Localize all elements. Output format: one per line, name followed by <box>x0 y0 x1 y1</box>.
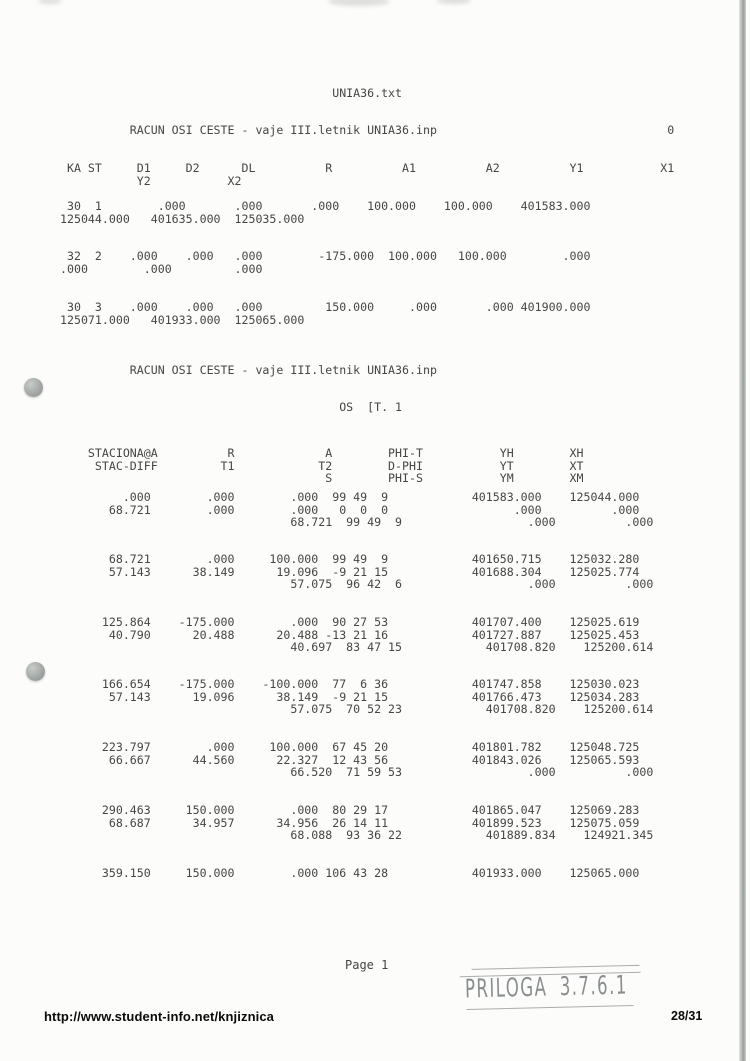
input-row-line: 125071.000 401933.000 125065.000 <box>60 312 305 327</box>
axis-block-line: 68.721 99 49 9 .000 .000 <box>60 515 654 529</box>
axis-header-line-1: STACIONA@A R A PHI-T YH XH <box>60 446 584 460</box>
axis-os-line: OS [T. 1 <box>60 400 403 414</box>
axis-block-1 <box>60 491 653 529</box>
input-row-3 <box>60 301 590 326</box>
axis-block-line: 40.790 20.488 20.488 -13 21 16 401727.887 125025.453 <box>60 627 640 642</box>
axis-table-title <box>60 401 402 414</box>
input-row-2 <box>60 250 590 275</box>
axis-report-title-line: RACUN OSI CESTE - vaje III.letnik UNIA36.inp <box>60 363 437 377</box>
footer-page-indicator: 28/31 <box>671 1009 703 1023</box>
axis-block-line: 40.697 83 47 15 401708.820 125200.614 <box>60 640 654 654</box>
input-header-line-1: KA ST D1 D2 DL R A1 A2 Y1 X1 <box>60 161 675 175</box>
file-title-line: UNIA36.txt <box>60 86 403 100</box>
axis-block-line: 66.520 71 59 53 .000 .000 <box>60 765 654 779</box>
axis-block-5 <box>60 741 653 779</box>
input-row-line: 30 1 .000 .000 .000 100.000 100.000 401583.000 <box>60 199 591 213</box>
file-title <box>60 87 402 100</box>
axis-block-line: 66.667 44.560 22.327 12 43 56 401843.026 125065.593 <box>60 752 640 767</box>
input-row-line: .000 .000 .000 <box>60 261 263 276</box>
handwritten-stamp <box>459 960 641 1014</box>
axis-block-3 <box>60 616 653 654</box>
axis-block-line: 290.463 150.000 .000 80 29 17 401865.047 125069.283 <box>60 803 640 817</box>
axis-block-line: 57.075 70 52 23 401708.820 125200.614 <box>60 702 654 716</box>
input-row-line: 32 2 .000 .000 .000 -175.000 100.000 100.000 .000 <box>60 249 591 263</box>
axis-block-line: 68.687 34.957 34.956 26 14 11 401899.523 125075.059 <box>60 815 640 830</box>
page-label: Page 1 <box>345 958 389 972</box>
axis-report-title <box>60 364 437 377</box>
axis-block-line: 57.075 96 42 6 .000 .000 <box>60 577 654 591</box>
axis-block-line: 57.143 38.149 19.096 -9 21 15 401688.304 125025.774 <box>60 564 640 579</box>
axis-block-7 <box>60 867 639 880</box>
input-header-line-2: Y2 X2 <box>60 173 242 188</box>
page-edge-shadow <box>739 0 746 1061</box>
axis-block-line: 125.864 -175.000 .000 90 27 53 401707.400 125025.619 <box>60 615 640 629</box>
punch-hole-bottom <box>26 662 45 681</box>
axis-block-line: 68.721 .000 100.000 99 49 9 401650.715 125032.280 <box>60 552 640 566</box>
axis-block-line: 57.143 19.096 38.149 -9 21 15 401766.473 125034.283 <box>60 689 640 704</box>
stamp-text: PRILOGA 3.7.6.1 <box>464 971 629 1005</box>
report-title-line: RACUN OSI CESTE - vaje III.letnik UNIA36.inp 0 <box>60 123 675 137</box>
scan-smudge <box>328 0 390 6</box>
axis-table-header <box>60 447 584 485</box>
axis-block-line: 359.150 150.000 .000 106 43 28 401933.000 125065.000 <box>60 866 640 880</box>
axis-block-line: 223.797 .000 100.000 67 45 20 401801.782 125048.725 <box>60 740 640 754</box>
axis-block-line: 68.721 .000 .000 0 0 0 .000 .000 <box>60 502 640 517</box>
report-title <box>60 124 674 137</box>
input-row-line: 30 3 .000 .000 .000 150.000 .000 .000 401900.000 <box>60 300 591 314</box>
axis-header-line-3: S PHI-S YM XM <box>60 471 584 485</box>
axis-block-6 <box>60 804 653 842</box>
footer-url: http://www.student-info.net/knjiznica <box>44 1009 274 1024</box>
axis-header-line-2: STAC-DIFF T1 T2 D-PHI YT XT <box>60 458 584 473</box>
axis-block-line: 68.088 93 36 22 401889.834 124921.345 <box>60 828 654 842</box>
scan-smudge <box>38 0 62 4</box>
axis-block-2 <box>60 553 653 591</box>
input-row-1 <box>60 200 590 225</box>
axis-block-line: .000 .000 .000 99 49 9 401583.000 125044.000 <box>60 490 640 504</box>
axis-block-line: 166.654 -175.000 -100.000 77 6 36 401747.858 125030.023 <box>60 677 640 691</box>
stamp-rule-line <box>472 965 640 970</box>
axis-block-4 <box>60 678 653 716</box>
stamp-rule-line <box>467 1005 634 1010</box>
input-table-header <box>60 162 674 187</box>
punch-hole-top <box>24 378 43 397</box>
scan-smudge <box>437 0 471 4</box>
input-row-line: 125044.000 401635.000 125035.000 <box>60 211 305 226</box>
